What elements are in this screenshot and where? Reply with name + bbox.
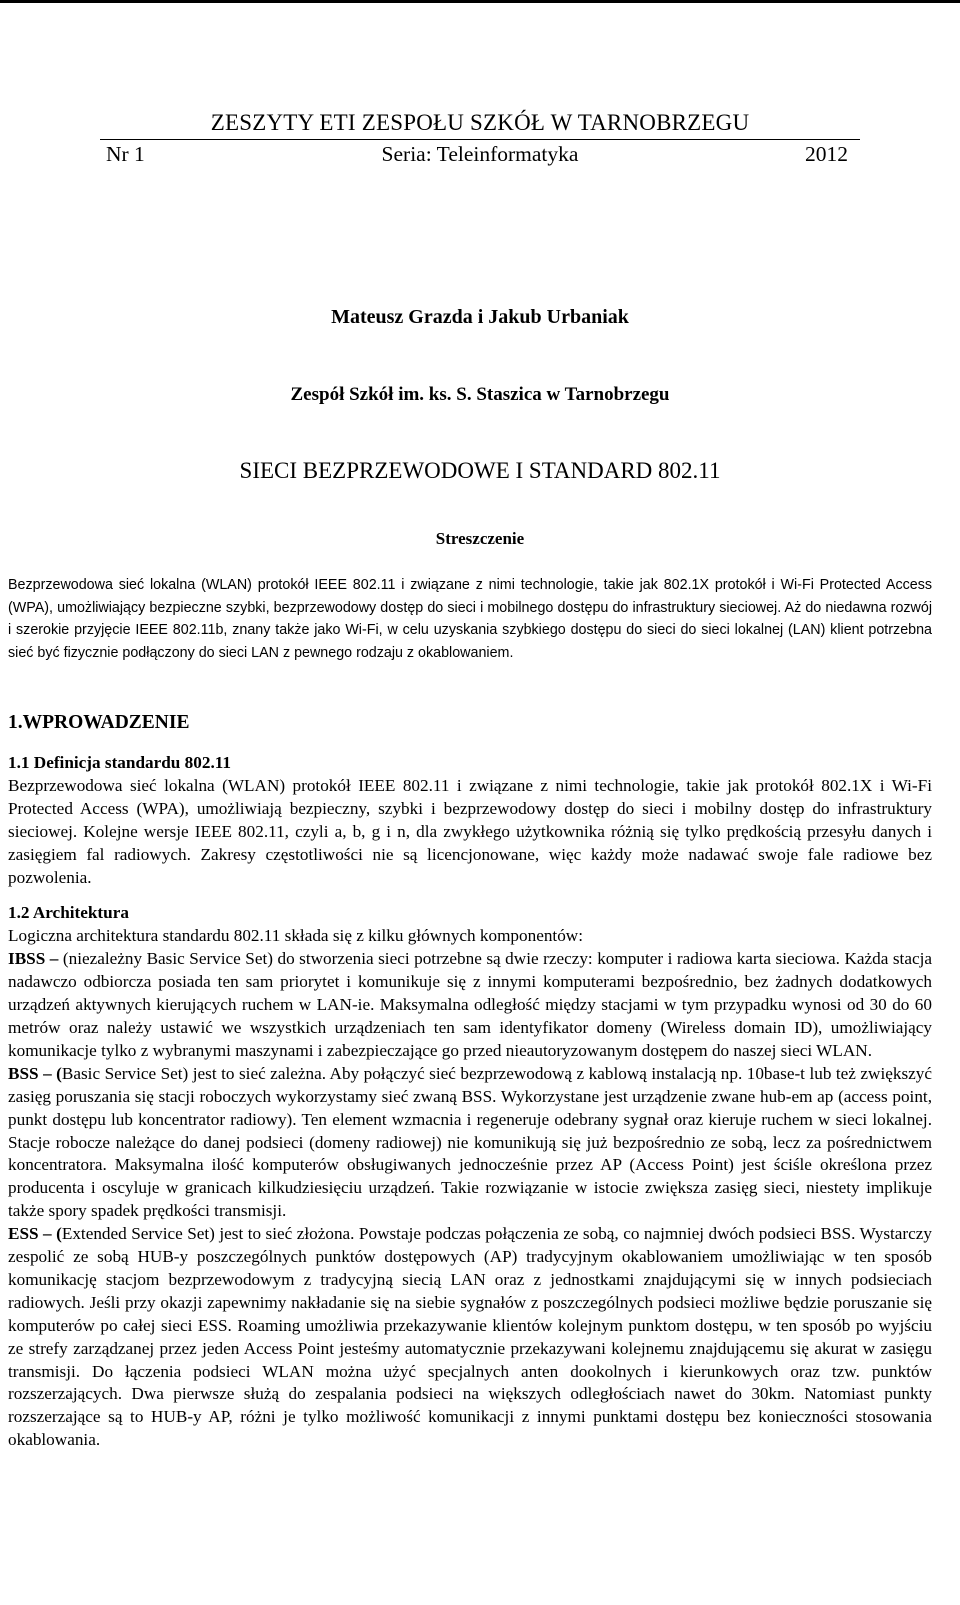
journal-title: ZESZYTY ETI ZESPOŁU SZKÓŁ W TARNOBRZEGU	[210, 110, 750, 135]
bss-text: Basic Service Set) jest to sieć zależna. Aby połączyć sieć bezprzewodową z kablową instalacją np. 10base-t lub też zwiększyć zasięg poruszania się stacji roboczych wykorzystamy sieć zwaną BSS. Wykorzystane jest urządzenie zwane hub-em ap (access point, punkt dostępu lub koncentrator radiowy). Ten element wzmacnia i regeneruje odebrany sygnał oraz kieruje ruchem w sieci lokalnej. Stacje robocze należące do danej podsieci (domeny radiowej) nie komunikują się już bezpośrednio ze sobą, lecz za pośrednictwem koncentratora. Maksymalna ilość komputerów obsługiwanych jednocześnie przez AP (Access Point) jest ściśle określona przez producenta i oscyluje w granicach kilkudziesięciu urządzeń. Takie rozwiązanie w istocie zwiększa zasięg sieci, niestety implikuje także spory spadek prędkości transmisji.	[8, 1063, 932, 1221]
abstract-text: Bezprzewodowa sieć lokalna (WLAN) protokół IEEE 802.11 i związane z nimi technologie, takie jak 802.1X protokół i Wi-Fi Protected Access (WPA), umożliwiający bezpieczne szybki, bezprzewodowy dostęp do sieci i mobilnego dostępu do infrastruktury sieciowej. Aż do niedawna rozwój i szerokie przyjęcie IEEE 802.11b, znany także jako Wi-Fi, w celu uzyskania szybkiego dostępu do sieci do sieci lokalnej (LAN) klient potrzebna sieć być fizycznie podłączony do sieci LAN z pewnego rodzaju z okablowaniem.	[8, 577, 932, 661]
issue-number: Nr 1	[106, 142, 145, 166]
ibss-paragraph	[8, 948, 932, 1063]
series-name: Seria: Teleinformatyka	[381, 142, 579, 166]
bss-paragraph	[8, 1063, 932, 1223]
authors: Mateusz Grazda i Jakub Urbaniak	[331, 306, 629, 328]
paper-title: SIECI BEZPRZEWODOWE I STANDARD 802.11	[239, 458, 721, 483]
ess-paragraph	[8, 1223, 932, 1452]
ibss-term: IBSS –	[8, 949, 59, 969]
bss-term: BSS – (	[8, 1063, 62, 1083]
header-rule	[100, 139, 860, 140]
subsection-heading-architecture: 1.2 Architektura	[8, 903, 129, 923]
ess-term: ESS – (	[8, 1224, 62, 1244]
abstract-heading: Streszczenie	[435, 529, 525, 548]
definition-paragraph: Bezprzewodowa sieć lokalna (WLAN) protokół IEEE 802.11 i związane z nimi technologie, takie jak protokół 802.1X i Wi-Fi Protected Access (WPA), umożliwiają bezpieczny, szybki i bezprzewodowy dostęp do sieci i mobilny dostęp do infrastruktury sieciowej. Kolejne wersje IEEE 802.11, czyli a, b, g i n, dla zwykłego użytkownika różnią się tylko prędkością przesyłu danych i zasięgiem fal radiowych. Zakresy częstotliwości nie są licencjonowane, więc każdy może nadawać swoje fale radiowe bez pozwolenia.	[8, 775, 932, 887]
subsection-heading-definition: 1.1 Definicja standardu 802.11	[8, 753, 231, 772]
architecture-intro: Logiczna architektura standardu 802.11 składa się z kilku głównych komponentów:	[8, 926, 583, 946]
body-content	[8, 708, 932, 1452]
top-border	[0, 0, 960, 3]
ibss-text: (niezależny Basic Service Set) do stworzenia sieci potrzebne są dwie rzeczy: komputer i radiowa karta sieciowa. Każda stacja nadawczo odbiorcza posiada ten sam priorytet i komunikuje się z innymi komputerami bezpośrednio, bez żadnych dodatkowych urządzeń aktywnych kierujących ruchem w LAN-ie. Maksymalna odległość między stacjami w tym przypadku wynosi od 30 do 60 metrów oraz należy ustawić we wszystkich urządzeniach ten sam identyfikator domeny (Wireless domain ID), umożliwiający komunikacje tylko z wybranymi maszynami i zabezpieczające go przed nieautoryzowanym dostępem do naszej sieci WLAN.	[8, 949, 932, 1060]
section-heading: 1.WPROWADZENIE	[8, 712, 190, 733]
affiliation: Zespół Szkół im. ks. S. Staszica w Tarnobrzegu	[290, 384, 670, 405]
publication-year: 2012	[805, 142, 848, 166]
ess-text: Extended Service Set) jest to sieć złożona. Powstaje podczas połączenia ze sobą, co najmniej dwóch podsieci BSS. Wystarczy zespolić ze sobą HUB-y poszczególnych punktów dostępowych (AP) tradycyjnym okablowaniem umożliwiając w ten sposób komunikację stacjom bezprzewodowym z tradycyjną siecią LAN oraz z jednostkami znajdującymi się w innych podsieciach radiowych. Jeśli przy okazji zapewnimy nakładanie się na siebie sygnałów z poszczególnych podsieci możliwe będzie poruszanie się komputerów po całej sieci ESS. Roaming umożliwia przekazywanie klientów kolejnym punktom dostępu, w ten sposób po wyjściu ze strefy zarządzanej przez jeden Access Point jesteśmy automatycznie przekazywani kolejnemu znajdującemu się akurat w zasięgu transmisji. Do łączenia podsieci WLAN można użyć specjalnych anten dookolnych i kierunkowych oraz tzw. punktów rozszerzających. Dwa pierwsze służą do zespalania podsieci na większych odległościach nawet do 30km. Natomiast punkty rozszerzające są to HUB-y AP, różni je tylko możliwość komunikacji z innymi punktami dostępu bez konieczności stosowania okablowania.	[8, 1224, 933, 1450]
